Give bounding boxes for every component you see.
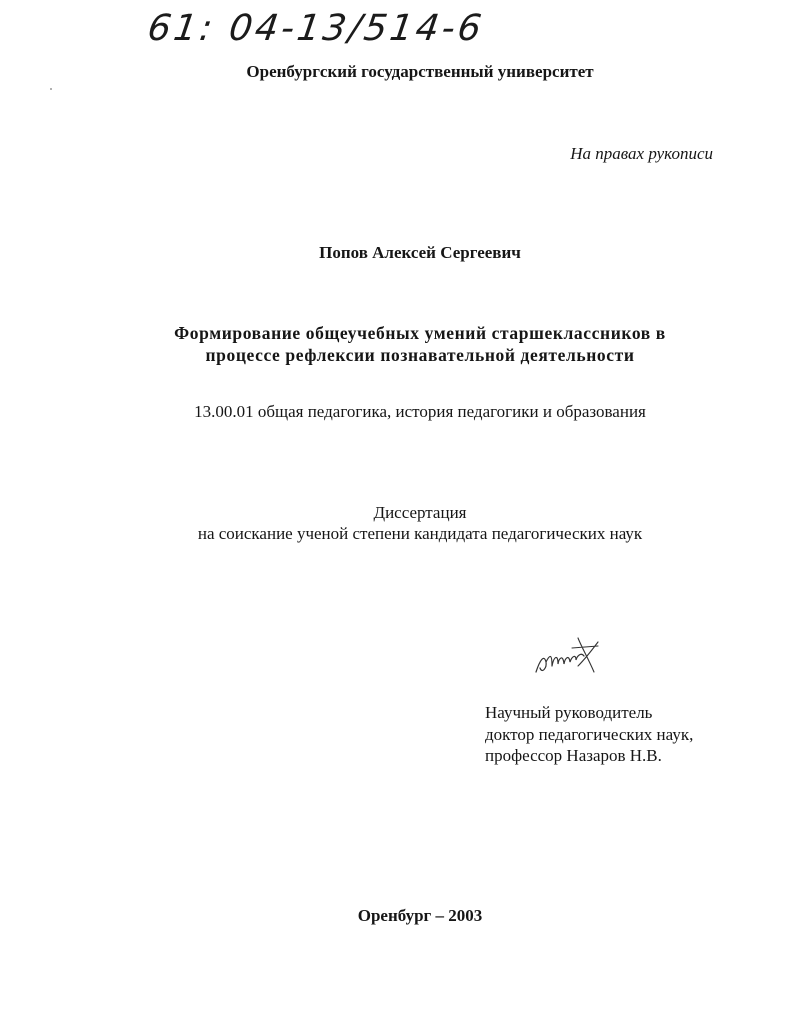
author-name: Попов Алексей Сергеевич bbox=[319, 243, 521, 262]
university-name: Оренбургский государственный университет bbox=[246, 62, 594, 81]
document-type: Диссертация bbox=[373, 503, 467, 522]
supervisor-label: Научный руководитель bbox=[485, 703, 653, 722]
thesis-title-line-2: процессе рефлексии познавательной деятельности bbox=[205, 345, 635, 365]
degree-description: на соискание ученой степени кандидата педагогических наук bbox=[197, 524, 643, 543]
signature-image bbox=[532, 632, 602, 680]
thesis-title-line-1: Формирование общеучебных умений старшеклассников в bbox=[174, 323, 666, 343]
specialty-code: 13.00.01 общая педагогика, история педагогики и образования bbox=[194, 402, 646, 421]
supervisor-degree: доктор педагогических наук, bbox=[485, 725, 694, 744]
city-year: Оренбург – 2003 bbox=[357, 906, 483, 925]
supervisor-name: профессор Назаров Н.В. bbox=[485, 746, 662, 765]
manuscript-rights-note: На правах рукописи bbox=[570, 144, 713, 163]
scan-speck bbox=[50, 88, 52, 90]
catalog-stamp: 61: 04-13/514-6 bbox=[145, 8, 487, 49]
